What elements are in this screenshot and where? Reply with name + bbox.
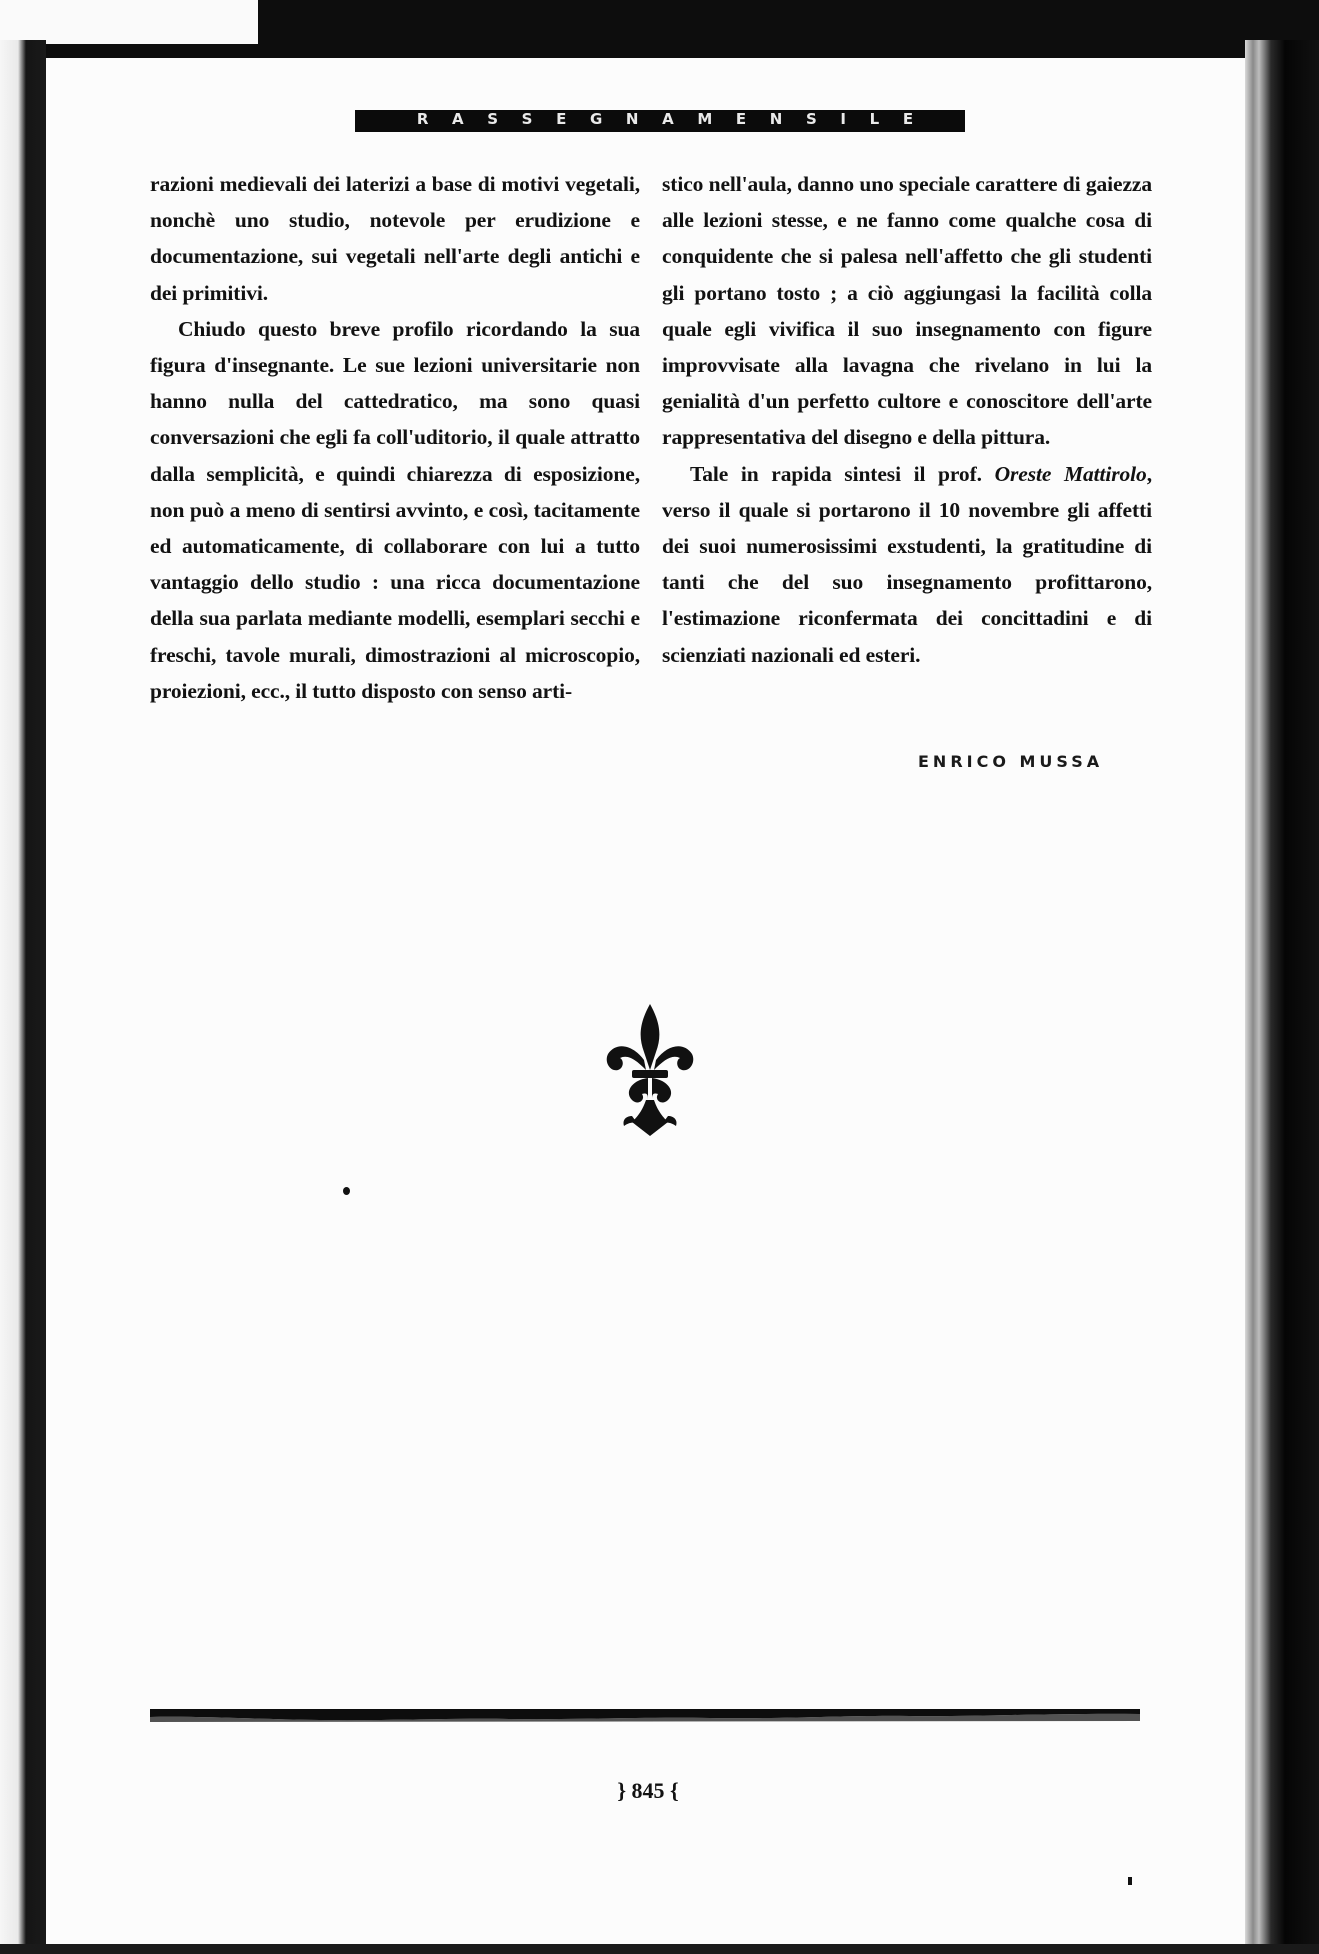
header-letter: N (769, 110, 783, 128)
paragraph: stico nell'aula, danno uno speciale carattere di gaiezza alle lezioni stesse, e ne fanno come qualche cosa di conquidente che si palesa nell'affetto che gli studenti gli portano tosto ; a ciò aggiungasi la facilità colla quale egli vivifica il suo insegnamento con figure improvvisate alla lavagna che rivelano in lui la genialità d'un perfetto cultore e conoscitore dell'arte rappresentativa del disegno e della pittura. (662, 172, 1152, 450)
scan-top-notch (0, 0, 258, 44)
paragraph: razioni medievali dei laterizi a base di motivi vegetali, nonchè uno studio, notevole per erudizione e documentazione, sui vegetali nell'arte degli antichi e dei primitivi. (150, 172, 640, 305)
decorative-footer-rule (150, 1706, 1140, 1724)
header-letter: E (902, 110, 914, 128)
author-signature: ENRICO MUSSA (918, 752, 1104, 771)
header-letter: L (869, 110, 880, 128)
person-name: Oreste Mattirolo (994, 461, 1147, 486)
ink-speck (343, 1187, 350, 1195)
header-letter: A (662, 110, 674, 128)
header-letter: I (840, 110, 846, 128)
fleur-de-lis-icon (602, 1000, 698, 1140)
page-number: } 845 { (617, 1778, 679, 1803)
paragraph-text: Tale in rapida sintesi il prof. (690, 461, 995, 486)
paragraph (662, 456, 1152, 673)
paragraph: Chiudo questo breve profilo ricordando la sua figura d'insegnante. Le sue lezioni universitarie non hanno nulla del cattedratico, ma sono quasi conversazioni che egli fa coll'uditorio, il quale attratto dalla semplicità, e quindi chiarezza di esposizione, non può a meno di sentirsi avvinto, e così, tacitamente ed automaticamente, di collaborare con lui a tutto vantaggio dello studio : una ricca documentazione della sua parlata mediante modelli, esemplari secchi e freschi, tavole murali, dimostrazioni al microscopio, proiezioni, ecc., il tutto disposto con senso arti- (150, 316, 640, 703)
scan-left-border (0, 40, 46, 1954)
ink-speck (1128, 1877, 1132, 1885)
running-header (355, 110, 965, 132)
header-letter: A (452, 110, 464, 128)
header-letter: E (735, 110, 747, 128)
header-letter: S (487, 110, 499, 128)
left-column (150, 166, 640, 709)
header-letter: E (556, 110, 567, 128)
header-letter: N (625, 110, 639, 128)
header-letter: M (697, 110, 713, 128)
header-letter: G (589, 110, 603, 128)
paragraph-text: , verso il quale si portarono il 10 novembre gli affetti dei suoi numerosissimi exstudenti, la gratitudine di tanti che del suo insegnamento profittarono, l'estimazione riconfermata dei concittadini e di scienziati nazionali ed esteri. (662, 461, 1152, 667)
header-letter: S (805, 110, 817, 128)
scan-bottom-border (0, 1944, 1319, 1954)
right-column (662, 166, 1152, 673)
scan-right-border (1245, 40, 1319, 1954)
header-letter: R (416, 110, 429, 128)
header-letter: S (521, 110, 533, 128)
